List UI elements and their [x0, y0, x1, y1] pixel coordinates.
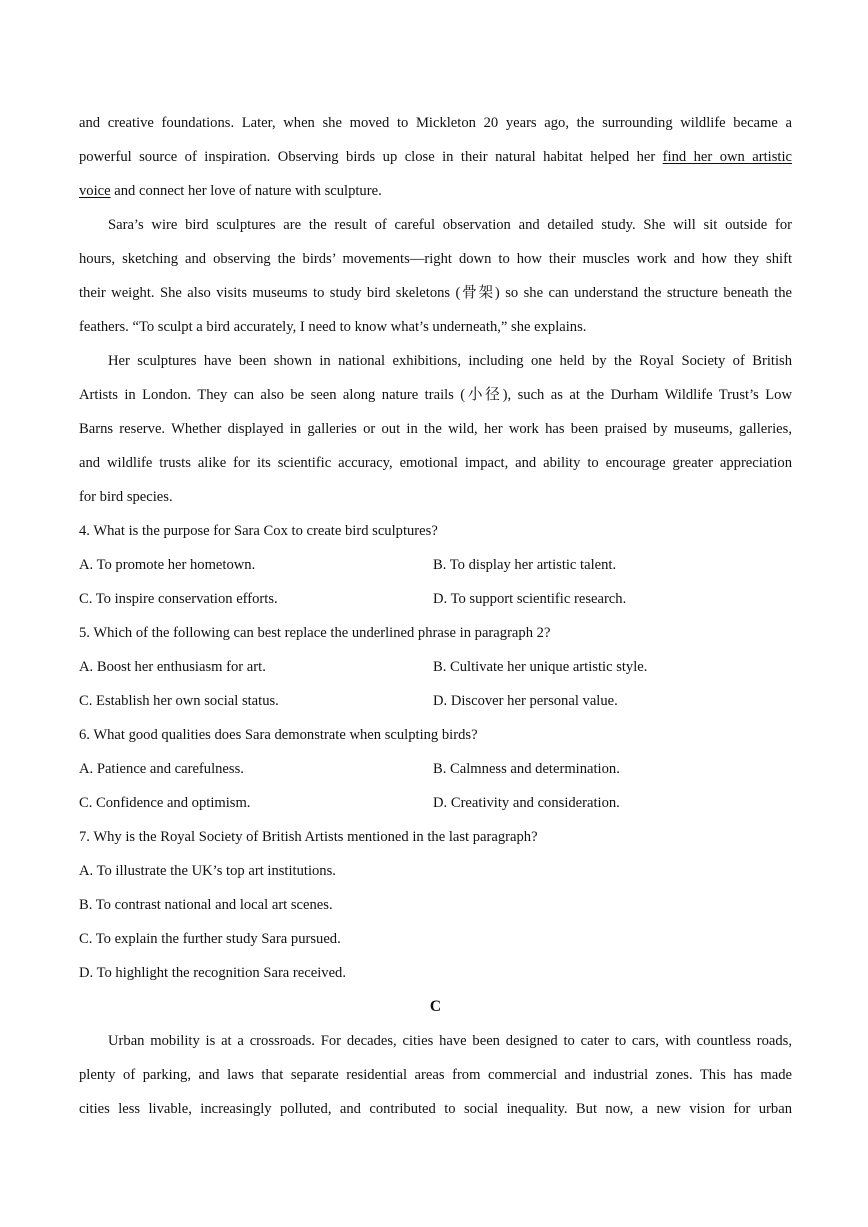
section-c-p1-line3: cities less livable, increasingly polluted, and contributed to social inequality. But now, a new vision for urban	[79, 1101, 792, 1117]
option-a: A. Patience and carefulness.	[79, 761, 244, 777]
option-b: B. Cultivate her unique artistic style.	[433, 659, 648, 675]
section-c-p1-line1: Urban mobility is at a crossroads. For decades, cities have been designed to cater to cars, with countless roads,	[108, 1033, 792, 1049]
option-d: D. To support scientific research.	[433, 591, 627, 607]
question-7-stem: 7. Why is the Royal Society of British Artists mentioned in the last paragraph?	[79, 829, 538, 845]
passage-b-p3-line4: and wildlife trusts alike for its scientific accuracy, emotional impact, and ability to encourage greater appreciation	[79, 455, 792, 471]
option-d: D. Discover her personal value.	[433, 693, 618, 709]
passage-b-p2-line4: feathers. “To sculpt a bird accurately, I need to know what’s underneath,” she explains.	[79, 319, 587, 335]
question-5-options-row2	[79, 684, 792, 718]
section-c-heading: C	[429, 998, 442, 1015]
option-c: C. To inspire conservation efforts.	[79, 591, 278, 607]
question-6-stem: 6. What good qualities does Sara demonstrate when sculpting birds?	[79, 727, 478, 743]
question-5-options-row1	[79, 650, 792, 684]
passage-b-p1-line3	[79, 174, 792, 208]
passage-b-p3-line5: for bird species.	[79, 489, 173, 505]
question-6-options-row2	[79, 786, 792, 820]
question-4-options-row1	[79, 548, 792, 582]
option-c: C. Establish her own social status.	[79, 693, 279, 709]
passage-b-p1-line2	[79, 140, 792, 174]
question-7-option-d: D. To highlight the recognition Sara received.	[79, 965, 346, 981]
option-b: B. Calmness and determination.	[433, 761, 620, 777]
option-b: B. To display her artistic talent.	[433, 557, 617, 573]
passage-b-p3-line3: Barns reserve. Whether displayed in galleries or out in the wild, her work has been praised by museums, galleries,	[79, 421, 792, 437]
passage-b-p3-line2: Artists in London. They can also be seen along nature trails (小径), such as at the Durham Wildlife Trust’s Low	[79, 387, 792, 403]
question-6-options-row1	[79, 752, 792, 786]
question-4-stem: 4. What is the purpose for Sara Cox to create bird sculptures?	[79, 523, 438, 539]
option-c: C. Confidence and optimism.	[79, 795, 251, 811]
underlined-phrase-part1: find her own artistic	[662, 149, 792, 165]
passage-b-p1-line1: and creative foundations. Later, when she moved to Mickleton 20 years ago, the surrounding wildlife became a	[79, 115, 792, 131]
option-d: D. Creativity and consideration.	[433, 795, 620, 811]
p1-line2-text: powerful source of inspiration. Observing birds up close in their natural habitat helped her	[79, 149, 663, 165]
passage-b-p2-line3: their weight. She also visits museums to study bird skeletons (骨架) so she can understand the structure beneath the	[79, 285, 792, 301]
option-a: A. Boost her enthusiasm for art.	[79, 659, 266, 675]
passage-b-p2-line2: hours, sketching and observing the birds’ movements—right down to how their muscles work and how they shift	[79, 251, 792, 267]
option-a: A. To promote her hometown.	[79, 557, 256, 573]
p1-line3-text: and connect her love of nature with sculpture.	[110, 183, 382, 199]
section-c-p1-line2: plenty of parking, and laws that separate residential areas from commercial and industrial zones. This has made	[79, 1067, 792, 1083]
question-7-option-c: C. To explain the further study Sara pursued.	[79, 931, 341, 947]
question-4-options-row2	[79, 582, 792, 616]
question-7-option-b: B. To contrast national and local art scenes.	[79, 897, 333, 913]
passage-b-p2-line1: Sara’s wire bird sculptures are the result of careful observation and detailed study. She will sit outside for	[108, 217, 792, 233]
document-page	[79, 106, 792, 1126]
question-5-stem: 5. Which of the following can best replace the underlined phrase in paragraph 2?	[79, 625, 551, 641]
underlined-phrase-part2: voice	[79, 183, 111, 199]
passage-b-p3-line1: Her sculptures have been shown in national exhibitions, including one held by the Royal Society of British	[108, 353, 792, 369]
question-7-option-a: A. To illustrate the UK’s top art institutions.	[79, 863, 336, 879]
